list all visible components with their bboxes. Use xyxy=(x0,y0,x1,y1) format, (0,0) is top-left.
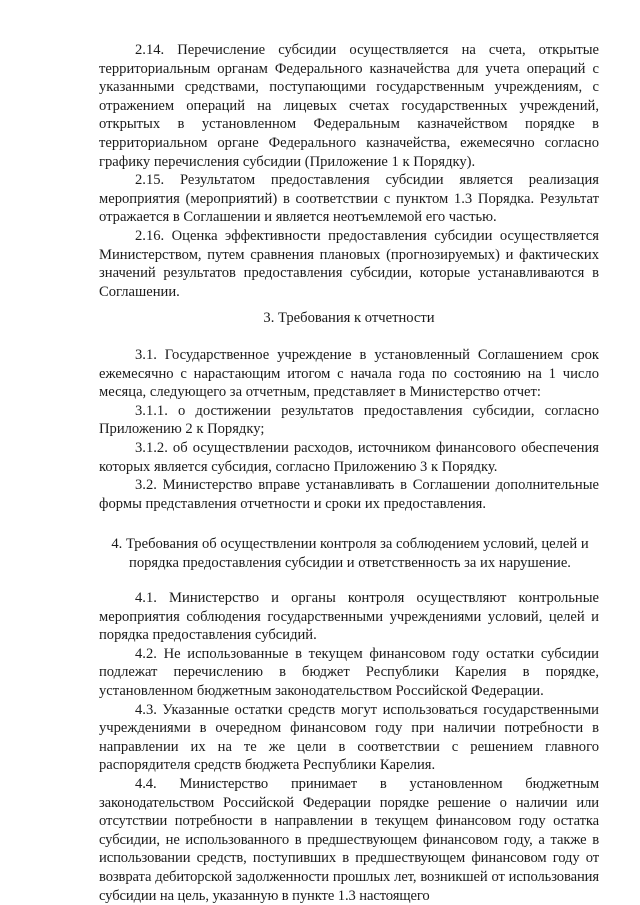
section-3 xyxy=(99,346,599,513)
paragraph-3-1: 3.1. Государственное учреждение в установленный Соглашением срок ежемесячно с нарастающим итогом с начала года по состоянию на 1 число месяца, следующего за отчетным, представляет в Министерство отчет: xyxy=(99,347,599,401)
paragraph-4-2: 4.2. Не использованные в текущем финансовом году остатки субсидии подлежат перечислению в бюджет Республики Карелия в порядке, установленном бюджетным законодательством Российской Федерации. xyxy=(99,645,599,699)
paragraph-3-1-2: 3.1.2. об осуществлении расходов, источником финансового обеспечения которых является субсидия, согласно Приложению 3 к Порядку. xyxy=(99,439,599,475)
section-4-heading xyxy=(92,535,608,572)
paragraph-2-16: 2.16. Оценка эффективности предоставления субсидии осуществляется Министерством, путем сравнения плановых (прогнозируемых) и фактических значений результатов предоставления субсидии, которые устанавливаются в Соглашении. xyxy=(99,227,599,300)
paragraph-4-1: 4.1. Министерство и органы контроля осуществляют контрольные мероприятия соблюдения государственными учреждениями условий, целей и порядка предоставления субсидий. xyxy=(99,590,599,644)
paragraph-3-1-1: 3.1.1. о достижении результатов предоставления субсидии, согласно Приложению 2 к Порядку; xyxy=(99,402,599,438)
paragraph-4-3: 4.3. Указанные остатки средств могут использоваться государственными учреждениями в очередном финансовом году при наличии потребности в направлении их на те же цели в соответствии с решением главного распорядителя средств бюджета Республики Карелия. xyxy=(99,701,599,774)
paragraph-2-15: 2.15. Результатом предоставления субсидии является реализация мероприятия (мероприятий) в соответствии с пунктом 1.3 Порядка. Результат отражается в Соглашении и является неотъемлемой его частью. xyxy=(99,172,599,226)
section-3-heading-wrap xyxy=(99,309,599,328)
paragraph-4-4: 4.4. Министерство принимает в установленном бюджетным законодательством Российской Федерации порядке решение о наличии или отсутствии потребности в направлении в текущем финансовом году остатка субсидии, не использованного в предшествующем финансовом году, а также в использовании средств, поступивших в предшествующем финансовом году от возврата дебиторской задолженности прошлых лет, возникшей от использования субсидии на цель, указанную в пункте 1.3 настоящего xyxy=(99,775,599,904)
section-4-title-line-1: 4. Требования об осуществлении контроля за соблюдением условий, целей и xyxy=(111,536,589,552)
section-2-tail xyxy=(99,41,599,301)
section-3-title: 3. Требования к отчетности xyxy=(263,310,435,326)
section-4 xyxy=(99,589,599,905)
paragraph-2-14: 2.14. Перечисление субсидии осуществляется на счета, открытые территориальным органам Федерального казначейства для учета операций с указанными средствами, поступающими государственным учреждениям, с отражением операций на лицевых счетах государственных учреждений, открытых в установленном Федеральным казначейством порядке в территориальном органе Федерального казначейства, ежемесячно согласно графику перечисления субсидии (Приложение 1 к Порядку). xyxy=(99,42,599,170)
section-4-title-line-2: порядка предоставления субсидии и ответственность за их нарушение. xyxy=(129,554,571,571)
paragraph-3-2: 3.2. Министерство вправе устанавливать в Соглашении дополнительные формы представления отчетности и сроки их предоставления. xyxy=(99,477,599,512)
